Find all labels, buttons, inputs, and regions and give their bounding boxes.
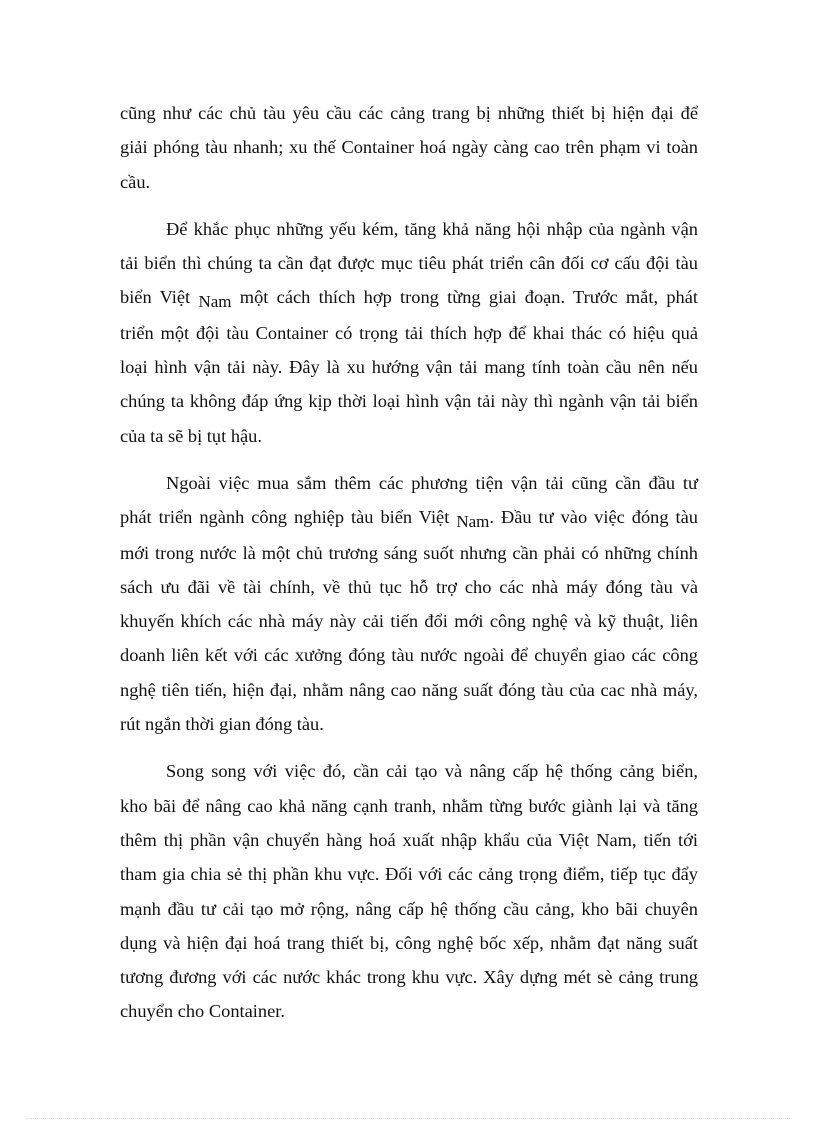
text-fragment: một cách thích hợp trong từng giai đoạn. Trước mắt, phát <box>231 287 698 308</box>
text-line: giải phóng tàu nhanh; xu thế Container hoá ngày càng cao trên phạm vi toàn <box>120 137 698 158</box>
text-line: mới trong nước là một chủ trương sáng suốt nhưng cần phải có những chính <box>120 542 698 563</box>
text-fragment: biển Việt <box>120 287 199 308</box>
paragraph-1 <box>120 96 698 199</box>
text-line: Ngoài việc mua sắm thêm các phương tiện vận tải cũng cần đầu tư <box>166 472 698 493</box>
text-line: cầu. <box>120 171 151 192</box>
text-line: chuyển cho Container. <box>120 1001 285 1022</box>
paragraph-4 <box>120 754 698 1028</box>
text-line: nghệ tiên tiến, hiện đại, nhằm nâng cao năng suất đóng tàu của cac nhà máy, <box>120 679 698 700</box>
text-line <box>120 500 698 535</box>
paragraph-2 <box>120 212 698 453</box>
text-line: triển một đội tàu Container có trọng tải thích hợp để khai thác có hiệu quả <box>120 322 698 343</box>
body-text <box>120 96 698 1042</box>
text-line: sách ưu đãi về tài chính, về thủ tục hỗ trợ cho các nhà máy đóng tàu và <box>120 576 698 597</box>
page-bottom-divider <box>26 1118 790 1119</box>
text-line: doanh liên kết với các xưởng đóng tàu nước ngoài để chuyển giao các công <box>120 645 698 666</box>
lowered-word: Nam <box>198 292 232 312</box>
text-line: kho bãi để nâng cao khả năng cạnh tranh, nhằm từng bước giành lại và tăng <box>120 795 698 816</box>
text-line: tương đương với các nước khác trong khu vực. Xây dựng mét sè cảng trung <box>120 967 698 988</box>
text-line <box>120 280 698 315</box>
text-line: cũng như các chủ tàu yêu cầu các cảng trang bị những thiết bị hiện đại để <box>120 103 698 123</box>
text-line: chúng ta không đáp ứng kịp thời loại hình vận tải này thì ngành vận tải biển <box>120 391 698 412</box>
paragraph-3 <box>120 466 698 741</box>
text-line: loại hình vận tải này. Đây là xu hướng vận tải mang tính toàn cầu nên nếu <box>120 357 698 378</box>
text-fragment: phát triển ngành công nghiệp tàu biển Việt <box>120 507 457 528</box>
text-line: tải biển thì chúng ta cần đạt được mục tiêu phát triển cân đối cơ cấu đội tàu <box>120 253 698 274</box>
lowered-word: Nam <box>456 512 490 532</box>
text-line: Song song với việc đó, cần cải tạo và nâng cấp hệ thống cảng biển, <box>166 761 698 782</box>
text-line: mạnh đầu tư cải tạo mở rộng, nâng cấp hệ thống cầu cảng, kho bãi chuyên <box>120 898 698 919</box>
text-line: rút ngắn thời gian đóng tàu. <box>120 714 324 735</box>
text-line: thêm thị phần vận chuyển hàng hoá xuất nhập khẩu của Việt Nam, tiến tới <box>120 829 698 850</box>
text-fragment: . Đầu tư vào việc đóng tàu <box>489 507 698 528</box>
text-line: dụng và hiện đại hoá trang thiết bị, công nghệ bốc xếp, nhằm đạt năng suất <box>120 932 698 953</box>
text-line: Để khắc phục những yếu kém, tăng khả năng hội nhập của ngành vận <box>166 218 698 239</box>
text-line: tham gia chia sẻ thị phần khu vực. Đối với các cảng trọng điểm, tiếp tục đẩy <box>120 864 698 885</box>
text-line: khuyến khích các nhà máy này cải tiến đổi mới công nghệ và kỹ thuật, liên <box>120 611 698 632</box>
text-line: của ta sẽ bị tụt hậu. <box>120 425 262 446</box>
